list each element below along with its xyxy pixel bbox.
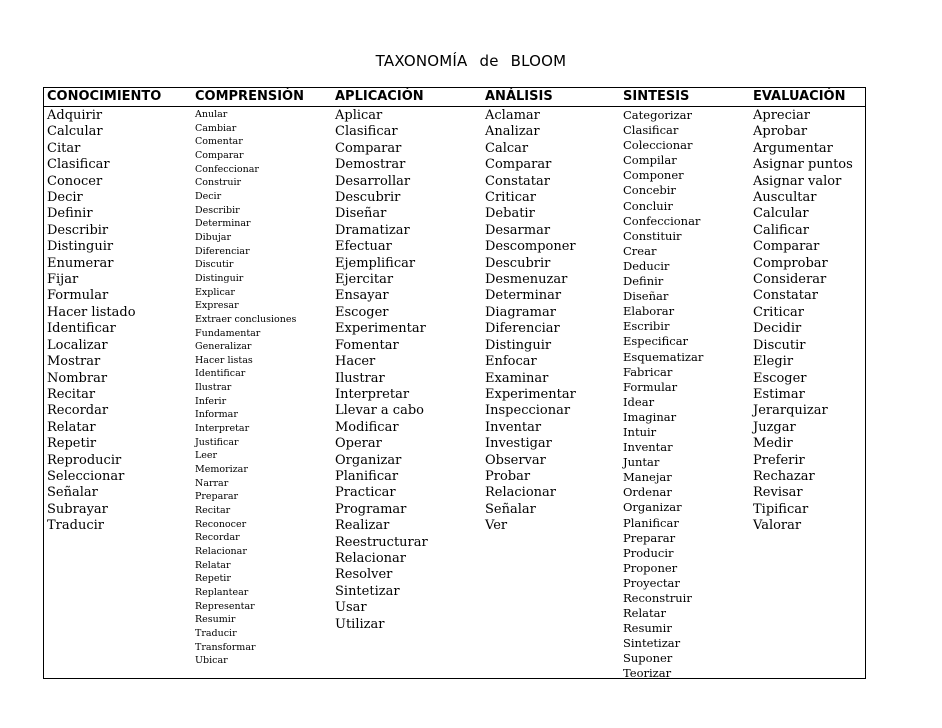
list-item: Describir [195, 204, 240, 216]
list-item: Preferir [753, 452, 805, 468]
list-item: Componer [623, 168, 684, 183]
list-item: Escoger [753, 370, 807, 386]
column-aplicacion [332, 88, 482, 678]
list-item: Observar [485, 452, 546, 468]
list-item: Repetir [47, 436, 97, 452]
list-item: Preparar [623, 530, 676, 545]
list-item: Criticar [753, 304, 804, 320]
list-item: Tipificar [753, 501, 809, 517]
list-item: Fundamentar [195, 327, 261, 339]
list-item: Fabricar [623, 364, 673, 379]
list-item: Operar [335, 436, 382, 452]
list-item: Usar [335, 600, 367, 616]
list-item: Valorar [753, 518, 802, 534]
list-item: Especificar [623, 334, 689, 349]
list-item: Ejemplificar [335, 255, 416, 271]
list-item: Calcar [485, 140, 529, 156]
list-item: Escoger [335, 304, 389, 320]
list-item: Determinar [485, 288, 562, 304]
column-items [623, 108, 703, 682]
list-item: Señalar [47, 485, 98, 501]
list-item: Extraer conclusiones [195, 313, 297, 325]
column-header: EVALUACIÓN [753, 89, 846, 104]
list-item: Comparar [485, 157, 552, 173]
list-item: Debatir [485, 206, 535, 222]
list-item: Hacer listas [195, 354, 253, 366]
list-item: Clasificar [623, 123, 679, 138]
list-item: Ver [485, 518, 508, 534]
list-item: Auscultar [753, 190, 817, 206]
list-item: Elaborar [623, 304, 675, 319]
list-item: Considerar [753, 272, 827, 288]
list-item: Descomponer [485, 239, 576, 255]
list-item: Practicar [335, 485, 396, 501]
list-item: Dibujar [195, 231, 232, 243]
list-item: Enumerar [47, 255, 114, 271]
list-item: Esquematizar [623, 349, 704, 364]
list-item: Señalar [485, 501, 536, 517]
list-item: Narrar [195, 477, 229, 489]
list-item: Anular [195, 109, 228, 120]
list-item: Demostrar [335, 157, 406, 173]
column-evaluacion [750, 88, 865, 678]
list-item: Preparar [195, 491, 239, 503]
list-item: Representar [195, 600, 255, 612]
list-item: Sintetizar [623, 636, 681, 651]
list-item: Formular [623, 379, 678, 394]
list-item: Planificar [335, 468, 399, 484]
list-item: Interpretar [335, 386, 410, 402]
list-item: Discutir [195, 259, 234, 271]
list-item: Hacer listado [47, 304, 136, 320]
list-item: Calificar [753, 222, 809, 238]
list-item: Modificar [335, 419, 399, 435]
column-header: COMPRENSIÓN [195, 89, 304, 104]
list-item: Efectuar [335, 239, 392, 255]
list-item: Reconstruir [623, 591, 692, 605]
column-analisis [482, 88, 620, 678]
list-item: Relatar [195, 559, 231, 571]
list-item: Intuir [623, 424, 657, 439]
list-item: Comprobar [753, 255, 828, 271]
list-item: Resumir [623, 621, 672, 636]
list-item: Subrayar [47, 501, 108, 517]
list-item: Diferenciar [485, 321, 560, 337]
list-item: Aclamar [485, 108, 540, 123]
list-item: Traducir [195, 627, 237, 639]
list-item: Teorizar [623, 666, 672, 681]
list-item: Analizar [485, 124, 540, 140]
list-item: Coleccionar [623, 138, 693, 153]
list-item: Fijar [47, 272, 79, 288]
list-item: Informar [195, 409, 238, 421]
list-item: Ilustrar [195, 382, 232, 394]
list-item: Proponer [623, 560, 678, 575]
column-header: APLICACIÓN [335, 89, 424, 104]
list-item: Definir [47, 206, 93, 222]
list-item: Examinar [485, 370, 549, 386]
list-item: Organizar [623, 500, 682, 515]
list-item: Mostrar [47, 354, 101, 370]
list-item: Concluir [623, 198, 673, 213]
title-word-de: de [479, 52, 499, 70]
list-item: Decir [47, 190, 83, 206]
list-item: Rechazar [753, 468, 815, 484]
list-item: Explicar [195, 286, 235, 298]
list-item: Decidir [753, 321, 802, 337]
list-item: Jerarquizar [753, 403, 828, 419]
list-item: Experimentar [485, 386, 576, 402]
list-item: Asignar puntos [753, 157, 853, 173]
list-item: Localizar [47, 337, 108, 353]
list-item: Generalizar [195, 341, 252, 353]
list-item: Inventar [623, 440, 673, 455]
list-item: Transformar [195, 641, 256, 653]
column-comprension [192, 88, 332, 678]
list-item: Categorizar [623, 108, 692, 122]
list-item: Desarmar [485, 222, 551, 238]
list-item: Imaginar [623, 409, 677, 424]
list-item: Confeccionar [195, 163, 259, 175]
column-items [335, 108, 428, 633]
list-item: Conocer [47, 173, 103, 189]
list-item: Realizar [335, 518, 390, 534]
list-item: Planificar [623, 515, 679, 530]
list-item: Identificar [195, 368, 246, 380]
list-item: Relacionar [335, 550, 406, 566]
list-item: Comparar [753, 239, 820, 255]
list-item: Traducir [47, 518, 104, 534]
list-item: Relatar [623, 606, 666, 621]
list-item: Crear [623, 243, 657, 258]
list-item: Calcular [753, 206, 809, 222]
list-item: Programar [335, 501, 407, 517]
list-item: Determinar [195, 218, 251, 230]
list-item: Ilustrar [335, 370, 385, 386]
list-item: Recordar [195, 532, 240, 544]
list-item: Inferir [195, 395, 227, 407]
list-item: Desmenuzar [485, 272, 568, 288]
list-item: Desarrollar [335, 173, 411, 189]
list-item: Revisar [753, 485, 803, 501]
list-item: Constatar [753, 288, 818, 304]
list-item: Producir [623, 545, 674, 560]
list-item: Llevar a cabo [335, 403, 424, 419]
list-item: Discutir [753, 337, 806, 353]
list-item: Idear [623, 394, 655, 409]
document-title [0, 52, 942, 70]
list-item: Ubicar [195, 655, 228, 667]
list-item: Descubrir [485, 255, 551, 271]
list-item: Recitar [47, 386, 96, 402]
list-item: Investigar [485, 436, 552, 452]
list-item: Organizar [335, 452, 402, 468]
list-item: Argumentar [753, 140, 833, 156]
list-item: Identificar [47, 321, 116, 337]
list-item: Suponer [623, 651, 673, 666]
taxonomy-table [43, 87, 866, 679]
list-item: Diagramar [485, 304, 556, 320]
list-item: Expresar [195, 300, 239, 312]
list-item: Aprobar [753, 124, 808, 140]
list-item: Diseñar [335, 206, 387, 222]
column-items [753, 108, 853, 535]
list-item: Reproducir [47, 452, 122, 468]
list-item: Deducir [623, 258, 670, 273]
list-item: Probar [485, 468, 531, 484]
list-item: Confeccionar [623, 213, 701, 228]
list-item: Describir [47, 222, 109, 238]
list-item: Distinguir [195, 272, 244, 284]
list-item: Ordenar [623, 485, 672, 500]
list-item: Proyectar [623, 575, 680, 590]
list-item: Diseñar [623, 289, 669, 304]
list-item: Comparar [335, 140, 402, 156]
list-item: Reestructurar [335, 534, 428, 550]
list-item: Elegir [753, 354, 794, 370]
list-item: Comentar [195, 136, 243, 148]
list-item: Aplicar [335, 108, 383, 123]
list-item: Constituir [623, 228, 682, 243]
list-item: Juntar [623, 455, 660, 470]
list-item: Relatar [47, 419, 96, 435]
list-item: Construir [195, 177, 242, 189]
title-word-bloom: BLOOM [510, 52, 567, 70]
list-item: Ensayar [335, 288, 389, 304]
list-item: Interpretar [195, 423, 250, 435]
list-item: Comparar [195, 149, 244, 161]
list-item: Diferenciar [195, 245, 250, 257]
column-header: SINTESIS [623, 89, 690, 104]
column-items [47, 108, 136, 535]
list-item: Leer [195, 450, 218, 462]
column-items [485, 108, 576, 535]
column-header: CONOCIMIENTO [47, 89, 162, 104]
list-item: Repetir [195, 573, 231, 585]
list-item: Criticar [485, 190, 536, 206]
list-item: Hacer [335, 354, 376, 370]
list-item: Clasificar [335, 124, 398, 140]
list-item: Relacionar [195, 546, 247, 557]
list-item: Citar [47, 140, 81, 156]
list-item: Reconocer [195, 518, 247, 530]
list-item: Resumir [195, 614, 236, 626]
list-item: Replantear [195, 586, 249, 598]
list-item: Clasificar [47, 157, 110, 173]
list-item: Recitar [195, 505, 231, 517]
list-item: Resolver [335, 567, 393, 583]
list-item: Juzgar [753, 419, 796, 435]
list-item: Dramatizar [335, 222, 410, 238]
column-sintesis [620, 88, 750, 681]
list-item: Memorizar [195, 464, 248, 476]
list-item: Definir [623, 274, 664, 289]
list-item: Distinguir [47, 239, 114, 255]
list-item: Decir [195, 190, 222, 202]
list-item: Inventar [485, 419, 542, 435]
list-item: Recordar [47, 403, 109, 419]
list-item: Enfocar [485, 354, 537, 370]
list-item: Escribir [623, 319, 670, 334]
list-item: Asignar valor [753, 173, 842, 189]
list-item: Justificar [195, 436, 239, 448]
list-item: Calcular [47, 124, 103, 140]
list-item: Medir [753, 436, 793, 452]
column-items [195, 108, 296, 668]
list-item: Adquirir [47, 108, 103, 123]
list-item: Relacionar [485, 485, 556, 501]
list-item: Manejar [623, 470, 672, 485]
list-item: Apreciar [753, 108, 811, 123]
list-item: Nombrar [47, 370, 108, 386]
column-conocimiento [44, 88, 192, 678]
list-item: Sintetizar [335, 583, 400, 599]
list-item: Utilizar [335, 616, 385, 632]
list-item: Experimentar [335, 321, 426, 337]
list-item: Formular [47, 288, 109, 304]
title-word-taxonomia: TAXONOMÍA [375, 52, 468, 70]
list-item: Fomentar [335, 337, 399, 353]
list-item: Compilar [623, 153, 677, 168]
list-item: Distinguir [485, 337, 552, 353]
list-item: Ejercitar [335, 272, 394, 288]
list-item: Concebir [623, 183, 676, 198]
list-item: Seleccionar [47, 468, 125, 484]
list-item: Estimar [753, 386, 805, 402]
list-item: Inspeccionar [485, 403, 571, 419]
list-item: Descubrir [335, 190, 401, 206]
list-item: Constatar [485, 173, 550, 189]
column-header: ANÁLISIS [485, 89, 553, 104]
list-item: Cambiar [195, 122, 237, 134]
